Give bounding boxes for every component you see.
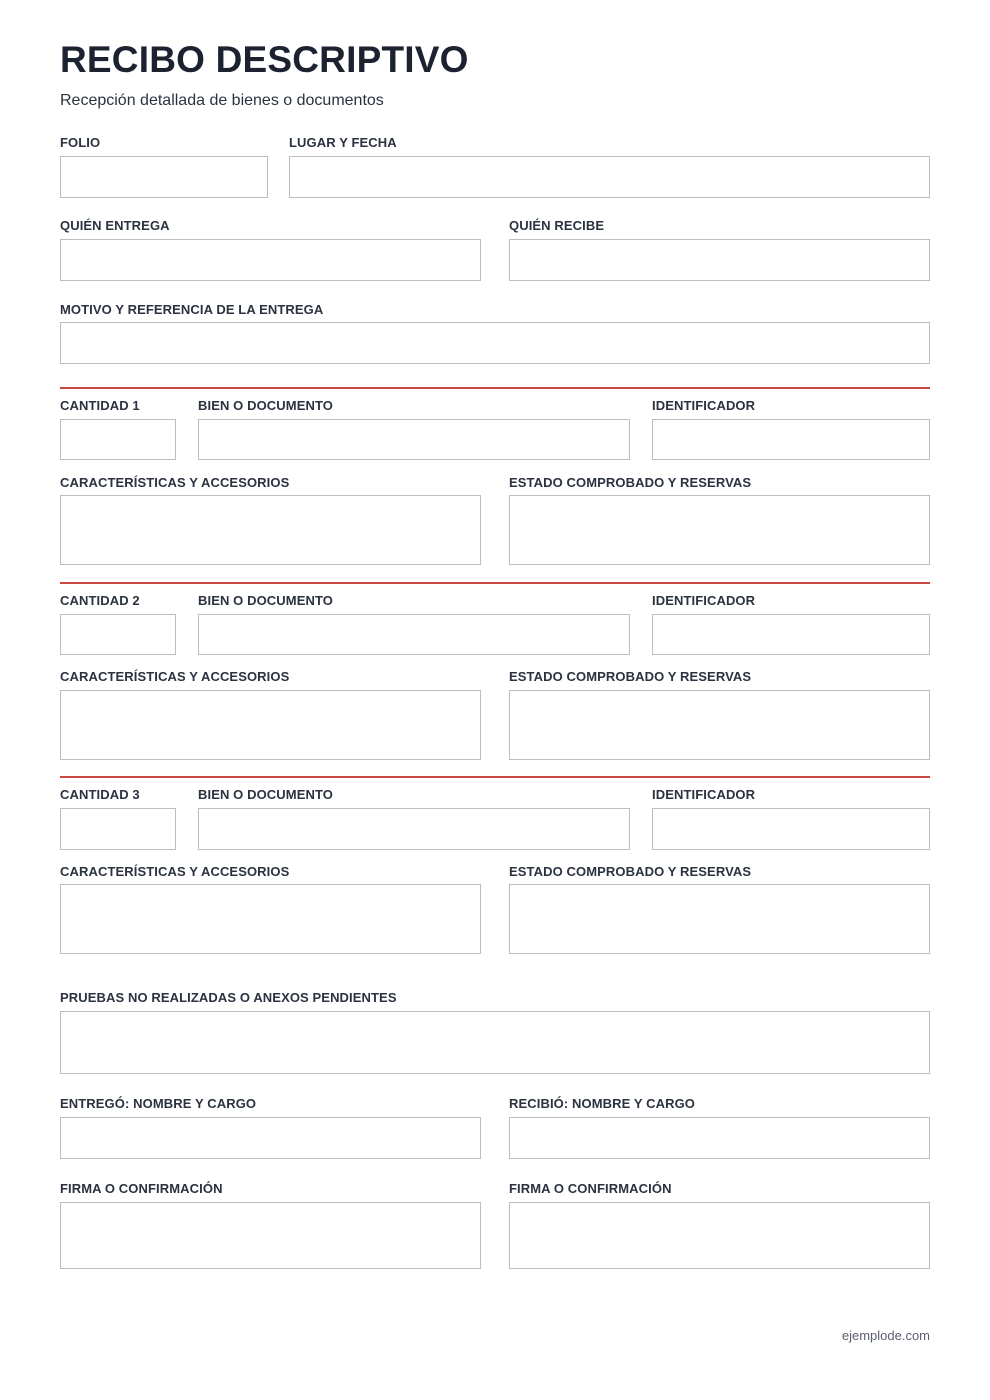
place-date-field[interactable] [289,156,930,198]
page-title: RECIBO DESCRIPTIVO [60,39,469,80]
item-1-divider [60,387,930,389]
received-by-label: RECIBIÓ: NOMBRE Y CARGO [509,1096,696,1111]
item-3-condition-label: ESTADO COMPROBADO Y RESERVAS [509,864,752,879]
deliverer-field[interactable] [60,239,481,281]
item-2-condition-label: ESTADO COMPROBADO Y RESERVAS [509,669,752,684]
place-date-label: LUGAR Y FECHA [289,135,397,150]
item-1-condition-field[interactable] [509,495,930,565]
item-3-features-field[interactable] [60,884,481,954]
item-3-identifier-label: IDENTIFICADOR [652,787,756,802]
item-2-item-label: BIEN O DOCUMENTO [198,593,333,608]
item-1-features-field[interactable] [60,495,481,565]
item-1-item-field[interactable] [198,419,630,460]
item-3-condition-field[interactable] [509,884,930,954]
signature-deliverer-field[interactable] [60,1202,481,1269]
footer-site: ejemplode.com [841,1328,930,1343]
item-3-quantity-label: CANTIDAD 3 [60,787,140,802]
item-3-features-label: CARACTERÍSTICAS Y ACCESORIOS [60,864,290,879]
signature-receiver-label: FIRMA O CONFIRMACIÓN [509,1181,672,1196]
received-by-field[interactable] [509,1117,930,1159]
item-3-item-label: BIEN O DOCUMENTO [198,787,333,802]
item-2-item-field[interactable] [198,614,630,655]
item-2-features-label: CARACTERÍSTICAS Y ACCESORIOS [60,669,290,684]
item-1-condition-label: ESTADO COMPROBADO Y RESERVAS [509,475,752,490]
reason-label: MOTIVO Y REFERENCIA DE LA ENTREGA [60,302,324,317]
reason-field[interactable] [60,322,930,364]
item-3-quantity-field[interactable] [60,808,176,850]
item-1-quantity-field[interactable] [60,419,176,460]
signature-receiver-field[interactable] [509,1202,930,1269]
pending-label: PRUEBAS NO REALIZADAS O ANEXOS PENDIENTES [60,990,397,1005]
item-2-features-field[interactable] [60,690,481,760]
folio-field[interactable] [60,156,268,198]
item-3-item-field[interactable] [198,808,630,850]
item-3-divider [60,776,930,778]
item-1-quantity-label: CANTIDAD 1 [60,398,140,413]
item-2-identifier-field[interactable] [652,614,930,655]
delivered-by-label: ENTREGÓ: NOMBRE Y CARGO [60,1096,257,1111]
item-2-quantity-label: CANTIDAD 2 [60,593,140,608]
receipt-form [60,0,930,1400]
receiver-label: QUIÉN RECIBE [509,218,605,233]
delivered-by-field[interactable] [60,1117,481,1159]
item-2-quantity-field[interactable] [60,614,176,655]
item-1-item-label: BIEN O DOCUMENTO [198,398,333,413]
item-1-identifier-field[interactable] [652,419,930,460]
pending-field[interactable] [60,1011,930,1074]
item-2-condition-field[interactable] [509,690,930,760]
item-1-identifier-label: IDENTIFICADOR [652,398,756,413]
receiver-field[interactable] [509,239,930,281]
folio-label: FOLIO [60,135,101,150]
item-1-features-label: CARACTERÍSTICAS Y ACCESORIOS [60,475,290,490]
deliverer-label: QUIÉN ENTREGA [60,218,170,233]
item-2-identifier-label: IDENTIFICADOR [652,593,756,608]
page-subtitle: Recepción detallada de bienes o documentos [60,92,384,109]
item-2-divider [60,582,930,584]
item-3-identifier-field[interactable] [652,808,930,850]
signature-deliverer-label: FIRMA O CONFIRMACIÓN [60,1181,223,1196]
